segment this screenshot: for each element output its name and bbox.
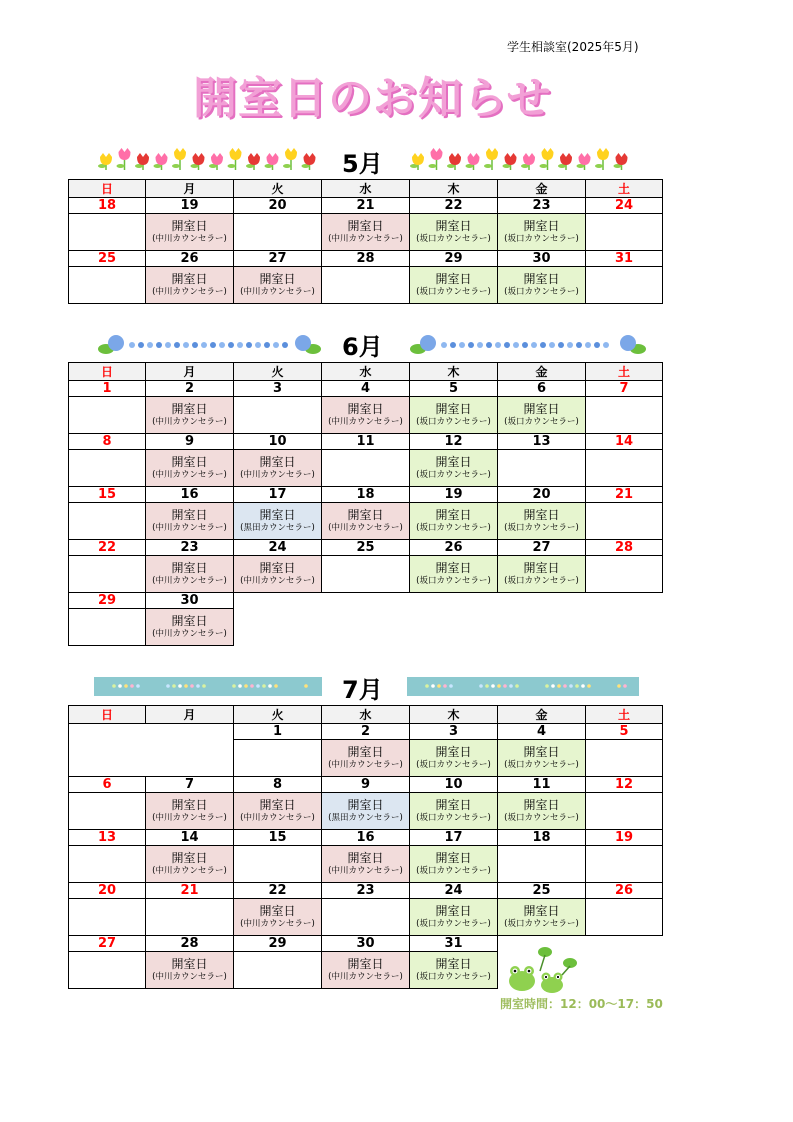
day-number: 12: [410, 434, 498, 450]
day-cell: [146, 899, 234, 936]
weekday-header: 水: [322, 706, 410, 724]
weekday-header: 水: [322, 363, 410, 381]
day-cell: [586, 846, 663, 883]
day-cell: [322, 267, 410, 304]
page-title: 開室日のお知らせ: [193, 73, 552, 124]
counselor-name: (坂口カウンセラー): [416, 972, 491, 982]
day-cell: [322, 556, 410, 593]
open-day-cell: [410, 450, 498, 487]
open-day-label: 開室日: [435, 272, 472, 286]
day-number: 4: [498, 724, 586, 740]
counselor-name: (坂口カウンセラー): [504, 760, 579, 770]
day-number: 16: [322, 830, 410, 846]
empty-space: [586, 952, 663, 989]
day-cell: [69, 899, 146, 936]
open-day-label: 開室日: [435, 851, 472, 865]
open-day-cell: [322, 793, 410, 830]
open-day-label: 開室日: [435, 561, 472, 575]
empty-space: [498, 593, 586, 609]
day-number: 7: [146, 777, 234, 793]
counselor-name: (坂口カウンセラー): [416, 576, 491, 586]
open-day-cell: [410, 503, 498, 540]
open-day-label: 開室日: [523, 272, 560, 286]
day-number: 17: [410, 830, 498, 846]
day-number: 25: [322, 540, 410, 556]
weekday-header: 火: [234, 180, 322, 198]
open-day-label: 開室日: [259, 904, 296, 918]
day-cell: [322, 899, 410, 936]
open-day-cell: [146, 952, 234, 989]
weekday-header: 日: [69, 706, 146, 724]
day-number: 2: [146, 381, 234, 397]
open-day-label: 開室日: [347, 745, 384, 759]
open-day-label: 開室日: [259, 272, 296, 286]
day-number: 26: [146, 251, 234, 267]
day-cell: [69, 214, 146, 251]
open-day-cell: [146, 397, 234, 434]
counselor-name: (中川カウンセラー): [328, 234, 403, 244]
day-number: 17: [234, 487, 322, 503]
open-day-cell: [498, 793, 586, 830]
day-cell: [498, 450, 586, 487]
open-day-label: 開室日: [259, 455, 296, 469]
open-day-cell: [498, 556, 586, 593]
day-cell: [586, 267, 663, 304]
open-day-cell: [146, 846, 234, 883]
counselor-name: (中川カウンセラー): [328, 523, 403, 533]
day-number: 24: [410, 883, 498, 899]
day-number: 7: [586, 381, 663, 397]
weekday-header: 木: [410, 363, 498, 381]
counselor-name: (中川カウンセラー): [240, 813, 315, 823]
counselor-name: (坂口カウンセラー): [416, 417, 491, 427]
counselor-name: (中川カウンセラー): [152, 972, 227, 982]
weekday-header: 日: [69, 363, 146, 381]
open-day-cell: [322, 397, 410, 434]
counselor-name: (中川カウンセラー): [240, 576, 315, 586]
day-number: 19: [410, 487, 498, 503]
empty-space: [586, 936, 663, 952]
day-number: 8: [234, 777, 322, 793]
open-day-label: 開室日: [435, 402, 472, 416]
open-day-label: 開室日: [523, 798, 560, 812]
day-number: 24: [234, 540, 322, 556]
counselor-name: (中川カウンセラー): [240, 287, 315, 297]
empty-space: [586, 593, 663, 609]
counselor-name: (坂口カウンセラー): [416, 760, 491, 770]
counselor-name: (中川カウンセラー): [328, 417, 403, 427]
day-number: 23: [322, 883, 410, 899]
counselor-name: (中川カウンセラー): [328, 972, 403, 982]
day-number: 10: [410, 777, 498, 793]
day-number: 9: [146, 434, 234, 450]
day-number: 22: [234, 883, 322, 899]
open-day-cell: [410, 740, 498, 777]
day-number: 30: [322, 936, 410, 952]
open-day-cell: [498, 740, 586, 777]
weekday-header: 月: [146, 363, 234, 381]
open-day-cell: [234, 503, 322, 540]
open-day-label: 開室日: [171, 455, 208, 469]
day-number: 20: [498, 487, 586, 503]
weekday-header: 木: [410, 706, 498, 724]
day-number: 2: [322, 724, 410, 740]
tulip-decoration-right-icon: [410, 146, 635, 172]
open-day-label: 開室日: [435, 745, 472, 759]
day-cell: [69, 846, 146, 883]
empty-space: [410, 593, 498, 609]
day-number: 27: [498, 540, 586, 556]
day-number: 22: [410, 198, 498, 214]
day-cell: [69, 609, 146, 646]
day-number: 29: [69, 593, 146, 609]
counselor-name: (中川カウンセラー): [152, 287, 227, 297]
day-number: 11: [498, 777, 586, 793]
day-cell: [234, 214, 322, 251]
weekday-header: 月: [146, 706, 234, 724]
weekday-header: 火: [234, 363, 322, 381]
open-day-label: 開室日: [171, 957, 208, 971]
weekday-header: 木: [410, 180, 498, 198]
month-title-may: 5月: [342, 150, 383, 178]
day-number: 4: [322, 381, 410, 397]
empty-space: [322, 609, 410, 646]
open-day-cell: [234, 556, 322, 593]
open-day-label: 開室日: [435, 798, 472, 812]
empty-space: [586, 609, 663, 646]
day-cell: [234, 397, 322, 434]
day-cell: [586, 450, 663, 487]
open-day-cell: [410, 214, 498, 251]
empty-day-block: [69, 724, 234, 777]
open-day-label: 開室日: [523, 508, 560, 522]
day-cell: [586, 740, 663, 777]
day-number: 21: [586, 487, 663, 503]
counselor-name: (坂口カウンセラー): [416, 813, 491, 823]
counselor-name: (坂口カウンセラー): [504, 813, 579, 823]
day-number: 29: [234, 936, 322, 952]
open-day-cell: [410, 793, 498, 830]
open-day-cell: [234, 450, 322, 487]
weekday-header: 金: [498, 706, 586, 724]
open-day-label: 開室日: [435, 455, 472, 469]
counselor-name: (中川カウンセラー): [240, 470, 315, 480]
open-day-cell: [234, 899, 322, 936]
open-day-cell: [146, 450, 234, 487]
day-number: 5: [410, 381, 498, 397]
counselor-name: (中川カウンセラー): [152, 576, 227, 586]
counselor-name: (坂口カウンセラー): [416, 523, 491, 533]
day-number: 1: [234, 724, 322, 740]
hydrangea-decoration-right-icon: [410, 333, 648, 357]
day-number: 18: [322, 487, 410, 503]
day-number: 8: [69, 434, 146, 450]
open-day-label: 開室日: [259, 798, 296, 812]
open-day-label: 開室日: [171, 402, 208, 416]
day-number: 30: [146, 593, 234, 609]
day-cell: [69, 450, 146, 487]
month-title-june: 6月: [342, 333, 383, 361]
day-cell: [498, 846, 586, 883]
counselor-name: (中川カウンセラー): [152, 523, 227, 533]
open-day-label: 開室日: [523, 561, 560, 575]
open-day-cell: [498, 503, 586, 540]
open-day-cell: [146, 609, 234, 646]
day-number: 27: [234, 251, 322, 267]
counselor-name: (中川カウンセラー): [152, 813, 227, 823]
counselor-name: (坂口カウンセラー): [416, 287, 491, 297]
open-day-cell: [410, 952, 498, 989]
day-number: 21: [146, 883, 234, 899]
counselor-name: (中川カウンセラー): [152, 866, 227, 876]
counselor-name: (坂口カウンセラー): [416, 234, 491, 244]
day-cell: [586, 556, 663, 593]
weekday-header: 土: [586, 180, 663, 198]
counselor-name: (黒田カウンセラー): [328, 813, 403, 823]
open-day-label: 開室日: [171, 508, 208, 522]
open-day-cell: [146, 267, 234, 304]
day-number: 26: [586, 883, 663, 899]
day-number: 31: [586, 251, 663, 267]
day-number: 25: [69, 251, 146, 267]
open-day-cell: [146, 556, 234, 593]
day-number: 3: [234, 381, 322, 397]
open-day-cell: [322, 503, 410, 540]
day-number: 14: [146, 830, 234, 846]
open-day-label: 開室日: [171, 219, 208, 233]
day-number: 18: [498, 830, 586, 846]
open-day-cell: [498, 899, 586, 936]
empty-space: [234, 609, 322, 646]
counselor-name: (坂口カウンセラー): [504, 919, 579, 929]
day-cell: [234, 740, 322, 777]
open-day-label: 開室日: [523, 745, 560, 759]
counselor-name: (坂口カウンセラー): [416, 919, 491, 929]
open-day-cell: [234, 267, 322, 304]
open-day-cell: [410, 397, 498, 434]
day-number: 15: [69, 487, 146, 503]
open-day-label: 開室日: [523, 402, 560, 416]
open-day-label: 開室日: [435, 957, 472, 971]
day-number: 21: [322, 198, 410, 214]
day-cell: [69, 793, 146, 830]
weekday-header: 金: [498, 363, 586, 381]
open-day-cell: [146, 793, 234, 830]
day-number: 13: [498, 434, 586, 450]
weekday-header: 水: [322, 180, 410, 198]
open-day-cell: [146, 503, 234, 540]
counselor-name: (坂口カウンセラー): [504, 576, 579, 586]
counselor-name: (坂口カウンセラー): [504, 234, 579, 244]
day-cell: [69, 267, 146, 304]
day-number: 5: [586, 724, 663, 740]
day-number: 23: [146, 540, 234, 556]
day-cell: [69, 952, 146, 989]
day-number: 19: [586, 830, 663, 846]
empty-space: [410, 609, 498, 646]
day-number: 28: [322, 251, 410, 267]
day-number: 12: [586, 777, 663, 793]
calendar-may: [68, 179, 663, 304]
day-number: 24: [586, 198, 663, 214]
day-number: 27: [69, 936, 146, 952]
open-day-label: 開室日: [347, 851, 384, 865]
day-number: 1: [69, 381, 146, 397]
day-number: 25: [498, 883, 586, 899]
frog-illustration-icon: [500, 945, 582, 993]
counselor-name: (中川カウンセラー): [328, 760, 403, 770]
empty-space: [234, 593, 322, 609]
opening-hours: 開室時間：12：00～17：50: [500, 997, 663, 1011]
open-day-cell: [498, 397, 586, 434]
flower-strip-decoration-left-icon: [94, 677, 322, 696]
open-day-cell: [410, 899, 498, 936]
day-number: 9: [322, 777, 410, 793]
open-day-label: 開室日: [523, 219, 560, 233]
open-day-cell: [234, 793, 322, 830]
weekday-header: 金: [498, 180, 586, 198]
open-day-label: 開室日: [347, 402, 384, 416]
counselor-name: (中川カウンセラー): [152, 234, 227, 244]
open-day-cell: [322, 214, 410, 251]
counselor-name: (中川カウンセラー): [328, 866, 403, 876]
day-number: 20: [69, 883, 146, 899]
open-day-cell: [322, 952, 410, 989]
open-day-cell: [410, 267, 498, 304]
open-day-cell: [410, 556, 498, 593]
weekday-header: 火: [234, 706, 322, 724]
open-day-label: 開室日: [435, 508, 472, 522]
calendar-june: [68, 362, 663, 646]
day-number: 28: [146, 936, 234, 952]
open-day-label: 開室日: [347, 957, 384, 971]
open-day-label: 開室日: [259, 561, 296, 575]
counselor-name: (坂口カウンセラー): [504, 523, 579, 533]
open-day-cell: [498, 214, 586, 251]
counselor-name: (中川カウンセラー): [152, 470, 227, 480]
counselor-name: (中川カウンセラー): [152, 417, 227, 427]
day-cell: [586, 503, 663, 540]
open-day-label: 開室日: [523, 904, 560, 918]
day-cell: [586, 899, 663, 936]
day-number: 19: [146, 198, 234, 214]
day-number: 6: [69, 777, 146, 793]
day-cell: [69, 503, 146, 540]
day-number: 22: [69, 540, 146, 556]
weekday-header: 月: [146, 180, 234, 198]
open-day-label: 開室日: [171, 614, 208, 628]
open-day-cell: [498, 267, 586, 304]
counselor-name: (中川カウンセラー): [152, 629, 227, 639]
day-number: 29: [410, 251, 498, 267]
weekday-header: 土: [586, 363, 663, 381]
day-number: 30: [498, 251, 586, 267]
hydrangea-decoration-left-icon: [98, 333, 323, 357]
open-day-label: 開室日: [347, 798, 384, 812]
day-cell: [69, 397, 146, 434]
open-day-label: 開室日: [171, 272, 208, 286]
weekday-header: 日: [69, 180, 146, 198]
day-number: 31: [410, 936, 498, 952]
open-day-label: 開室日: [347, 219, 384, 233]
day-number: 3: [410, 724, 498, 740]
day-number: 18: [69, 198, 146, 214]
day-number: 26: [410, 540, 498, 556]
empty-space: [322, 593, 410, 609]
counselor-name: (坂口カウンセラー): [416, 866, 491, 876]
day-cell: [234, 846, 322, 883]
day-cell: [69, 556, 146, 593]
open-day-label: 開室日: [435, 219, 472, 233]
open-day-cell: [322, 846, 410, 883]
open-day-cell: [322, 740, 410, 777]
weekday-header: 土: [586, 706, 663, 724]
tulip-decoration-left-icon: [98, 146, 323, 172]
open-day-cell: [410, 846, 498, 883]
day-number: 20: [234, 198, 322, 214]
day-number: 11: [322, 434, 410, 450]
day-number: 13: [69, 830, 146, 846]
month-title-july: 7月: [342, 676, 383, 704]
open-day-label: 開室日: [171, 851, 208, 865]
empty-space: [498, 609, 586, 646]
day-number: 28: [586, 540, 663, 556]
day-cell: [322, 450, 410, 487]
counselor-name: (坂口カウンセラー): [504, 417, 579, 427]
counselor-name: (坂口カウンセラー): [504, 287, 579, 297]
day-number: 6: [498, 381, 586, 397]
flower-strip-decoration-right-icon: [407, 677, 639, 696]
day-number: 16: [146, 487, 234, 503]
counselor-name: (坂口カウンセラー): [416, 470, 491, 480]
day-cell: [234, 952, 322, 989]
open-day-label: 開室日: [171, 561, 208, 575]
office-header: 学生相談室(2025年5月): [507, 40, 639, 54]
day-number: 14: [586, 434, 663, 450]
open-day-label: 開室日: [435, 904, 472, 918]
day-number: 15: [234, 830, 322, 846]
day-cell: [586, 397, 663, 434]
open-day-label: 開室日: [347, 508, 384, 522]
day-number: 10: [234, 434, 322, 450]
counselor-name: (中川カウンセラー): [240, 919, 315, 929]
open-day-label: 開室日: [259, 508, 296, 522]
day-cell: [586, 214, 663, 251]
open-day-label: 開室日: [171, 798, 208, 812]
open-day-cell: [146, 214, 234, 251]
day-cell: [586, 793, 663, 830]
day-number: 23: [498, 198, 586, 214]
counselor-name: (黒田カウンセラー): [240, 523, 315, 533]
